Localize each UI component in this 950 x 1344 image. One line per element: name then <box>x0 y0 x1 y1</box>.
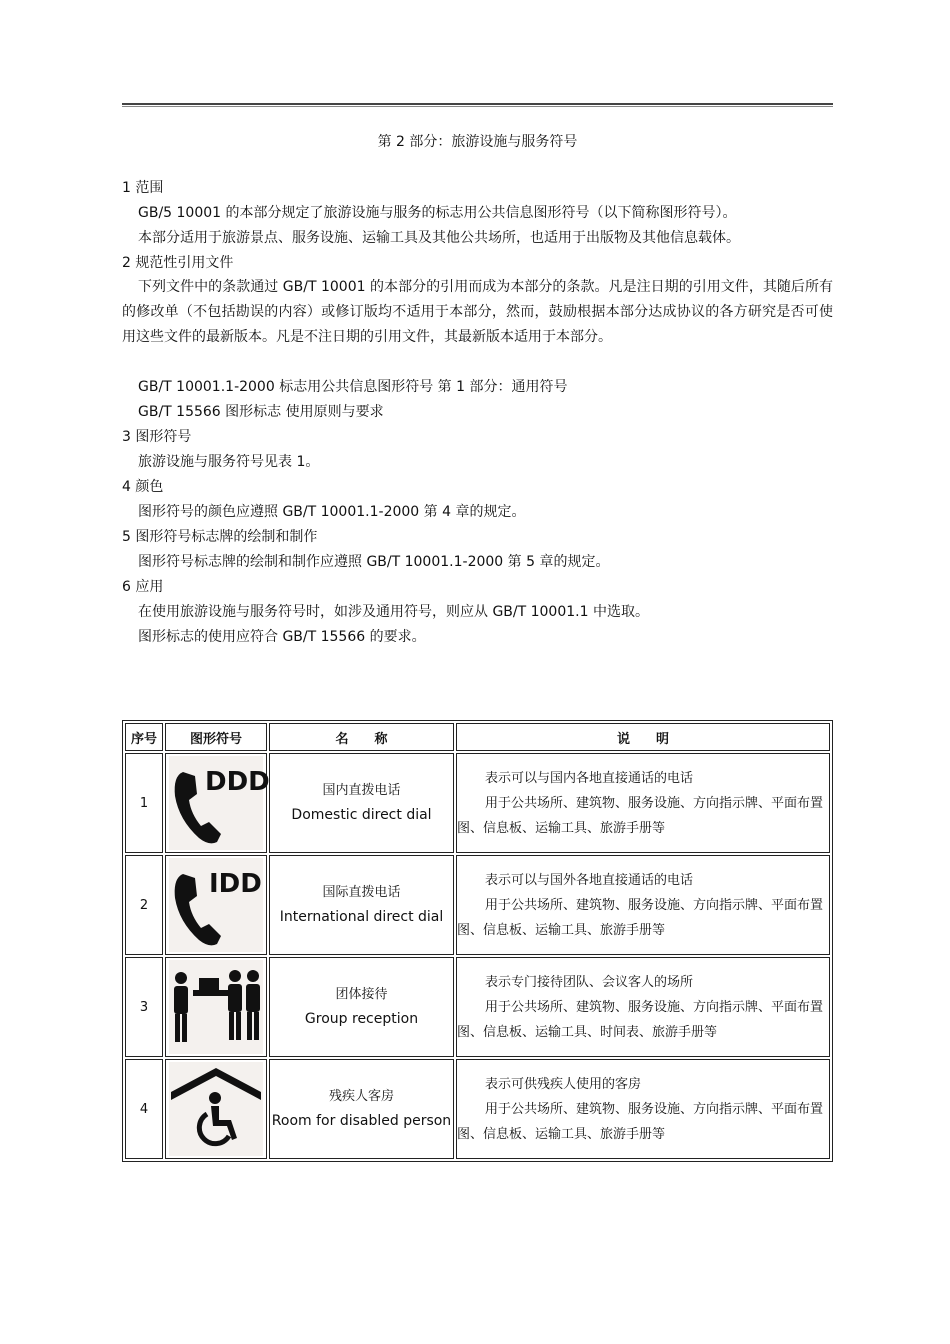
section-1-heading: 1 范围 <box>122 180 164 196</box>
desc-line-1: 表示可以与国内各地直接通话的电话 <box>485 770 694 786</box>
name-cn: 残疾人客房 <box>328 1089 394 1104</box>
section-2-paragraph: 下列文件中的条款通过 GB/T 10001 的本部分的引用而成为本部分的条款。凡是注日期的引用文件，其随后所有的修改单（不包括勘误的内容）或修订版均不适用于本部分，然而，鼓励根据本部分达成协议的各方研究是否可使用这些文件的最新版本。凡是不注日期的引用文件，其最新版本适用于本部分。 <box>122 279 833 345</box>
idd-phone-icon <box>169 858 263 952</box>
row-num: 1 <box>125 753 163 853</box>
section-5-paragraph: 图形符号标志牌的绘制和制作应遵照 GB/T 10001.1-2000 第 5 章的规定。 <box>138 554 610 570</box>
section-4-paragraph: 图形符号的颜色应遵照 GB/T 10001.1-2000 第 4 章的规定。 <box>138 504 526 520</box>
desc-line-2: 用于公共场所、建筑物、服务设施、方向指示牌、平面布置图、信息板、运输工具、时间表、旅游手册等 <box>457 999 824 1040</box>
section-2-reference-2: GB/T 15566 图形标志 使用原则与要求 <box>138 404 384 420</box>
section-4-heading: 4 颜色 <box>122 479 164 495</box>
header-symbol: 图形符号 <box>165 723 267 751</box>
name-cn: 团体接待 <box>335 987 388 1002</box>
name-en: International direct dial <box>279 909 444 925</box>
name-en: Room for disabled person <box>271 1113 452 1129</box>
table-row <box>125 855 830 955</box>
icon-text: DDD <box>205 767 270 797</box>
table-row <box>125 753 830 853</box>
page-title: 第 2 部分：旅游设施与服务符号 <box>377 134 578 150</box>
section-3-heading: 3 图形符号 <box>122 429 192 445</box>
table-header-row <box>125 723 830 751</box>
desc-line-1: 表示可供残疾人使用的客房 <box>485 1076 642 1092</box>
header-desc: 说 明 <box>456 723 830 751</box>
desc-line-1: 表示可以与国外各地直接通话的电话 <box>485 872 694 888</box>
section-2-heading: 2 规范性引用文件 <box>122 255 234 271</box>
section-6-heading: 6 应用 <box>122 579 164 595</box>
disabled-room-icon <box>169 1062 263 1156</box>
name-cn: 国内直拨电话 <box>322 783 401 798</box>
header-rule <box>122 103 833 107</box>
section-6-paragraph-1: 在使用旅游设施与服务符号时，如涉及通用符号，则应从 GB/T 10001.1 中选取。 <box>138 604 649 620</box>
row-num: 2 <box>125 855 163 955</box>
section-5-heading: 5 图形符号标志牌的绘制和制作 <box>122 529 318 545</box>
section-6-paragraph-2: 图形标志的使用应符合 GB/T 15566 的要求。 <box>138 629 426 645</box>
header-name: 名 称 <box>269 723 454 751</box>
desc-line-2: 用于公共场所、建筑物、服务设施、方向指示牌、平面布置图、信息板、运输工具、旅游手册等 <box>457 1101 824 1142</box>
section-1-paragraph-1: GB/5 10001 的本部分规定了旅游设施与服务的标志用公共信息图形符号（以下简称图形符号）。 <box>138 205 737 221</box>
section-1-paragraph-2: 本部分适用于旅游景点、服务设施、运输工具及其他公共场所，也适用于出版物及其他信息载体。 <box>138 230 740 246</box>
row-num: 3 <box>125 957 163 1057</box>
name-cn: 国际直拨电话 <box>322 885 401 900</box>
row-num: 4 <box>125 1059 163 1159</box>
table-row <box>125 1059 830 1159</box>
section-3-paragraph: 旅游设施与服务符号见表 1。 <box>138 454 320 470</box>
table-row <box>125 957 830 1057</box>
name-en: Domestic direct dial <box>291 807 432 823</box>
icon-text: IDD <box>209 869 262 899</box>
group-reception-icon <box>169 960 263 1054</box>
desc-line-2: 用于公共场所、建筑物、服务设施、方向指示牌、平面布置图、信息板、运输工具、旅游手册等 <box>457 795 824 836</box>
desc-line-1: 表示专门接待团队、会议客人的场所 <box>485 974 694 990</box>
section-2-reference-1: GB/T 10001.1-2000 标志用公共信息图形符号 第 1 部分：通用符号 <box>138 379 568 395</box>
ddd-phone-icon <box>169 756 270 850</box>
header-num: 序号 <box>125 723 163 751</box>
symbol-table <box>122 720 833 1162</box>
desc-line-2: 用于公共场所、建筑物、服务设施、方向指示牌、平面布置图、信息板、运输工具、旅游手册等 <box>457 897 824 938</box>
name-en: Group reception <box>304 1011 419 1027</box>
